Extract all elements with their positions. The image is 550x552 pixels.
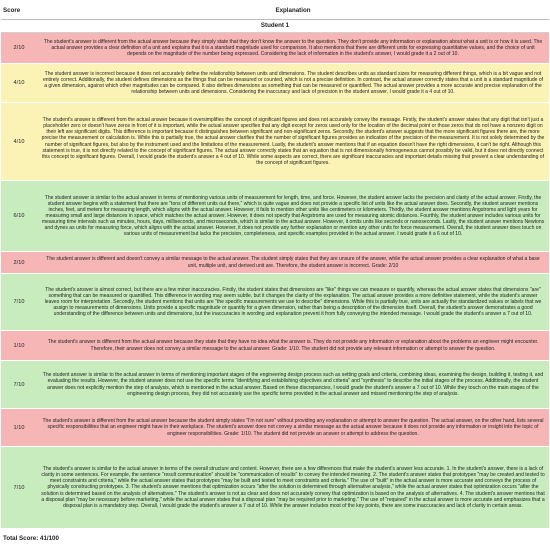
row-score: 4/10: [13, 80, 25, 86]
total-score: Total Score: 41/100: [3, 535, 59, 542]
table-row: [1, 64, 549, 103]
table-row: [1, 33, 549, 64]
row-explanation: The student's answer is different from the actual answer because the student simply states "I'm not sure" without providing any explanation or attempt to answer the question. The actual answer, on the other hand, lists several specific responsibilities that an engineer might have in their workplace. The student's answer does not convey a similar message as the actual answer because it does not provide any information or insight into the topic of engineer responsibilities. Grade: 1/10. The student did not provide an answer or attempt to address the question.: [42, 418, 544, 437]
table-row: [1, 252, 549, 274]
table-row: [1, 447, 549, 529]
row-score: 7/10: [13, 299, 25, 305]
student-section-label: Student 1: [1, 20, 549, 33]
row-explanation: The student answer is similar to the actual answer in terms of mentioning important stages of the engineering design process such as setting goals and criteria, combining ideas, examining the design, building it, testing it, and evaluating the results. However, the student answer does not use the specific terms "identifying and establishing objectives and criteria" and "synthesis" to describe the initial stages of the process. Additionally, the student answer does not explicitly mention the step of analysis, which is mentioned in the actual answer. Based on these discrepancies, I would grade the student's answer a 7 out of 10. While they touch on the main stages of the engineering design process, they did not accurately use the specific terms provided in the actual answer and missed mentioning the step of analysis.: [42, 372, 544, 397]
row-score: 1/10: [13, 424, 25, 431]
row-explanation: The student's answer is different from the actual answer because they state that they have no idea what the answer is. They do not provide any information or explanation about the problems an engineer might encounter. Therefore, their answer does not convey a similar message to the actual answer. Grade: 1/10. The student did not provide any relevant information or attempt to answer the question.: [47, 339, 539, 352]
explanation-column-header: Explanation: [275, 6, 311, 14]
row-score: 7/10: [13, 484, 25, 491]
table-row: [1, 103, 549, 181]
row-explanation: The student's answer is different from the actual answer because they simply state that they don't know the answer to the question. They don't provide any information or explanation about what a unit is or how it is used. The actual answer provides a clear definition of a unit and explains that it is a standard magnitude used for comparison. It also mentions that there are different units for expressing quantitative values, and the choice of unit depends on the magnitude of the number being expressed. Considering the lack of information in the student's answer, I would grade it a 2 out of 10.: [43, 38, 543, 58]
row-explanation: The student's answer is different from the actual answer because it oversimplifies the concept of significant figures and does not accurately convey the message. Firstly, the student's answer states that any digit that isn't just a placeholder zero or doesn't have zeros in front of it is important, while the actual answer specifies that any digit except for zeros used only for the location of the decimal point or those zeros that do not have a nonzero digit on their left are significant digits. This difference is important because it distinguishes between significant and non-significant zeros. Secondly, the student's answer suggests that the more significant figures there are, the more precise the measurement or calculation is. While this is partially true, the actual answer clarifies that the number of significant figures provides an indication of the precision of the measurement. It is not solely determined by the number of significant figures, but also by the instrument used and the limitations of the measurement. Lastly, the student's answer mentions that if an equation doesn't have the right dimensions, it can't be right. Although this statement is true, it is not directly related to the concept of significant figures. The actual answer correctly states that an equation that is not dimensionally homogeneous cannot possibly be valid, but it does not directly connect this concept to significant figures. Overall, I would grade the student's answer a 4 out of 10. While some aspects are correct, there are significant inaccuracies and important details missing that prevent a clear understanding of the concept of significant figures.: [41, 117, 545, 166]
row-explanation: The student answer is similar to the actual answer in terms of mentioning various units of measurement for length, time, and force. However, the student answer lacks the precision and clarity of the actual answer. Firstly, the student answer begins with a statement that there are "tons of different units out there," which is quite vague and does not provide a specific list of units like the actual answer does. Secondly, the student answer mentions inches, feet, and meters for measuring length, which aligns with the actual answer. However, it fails to mention other units like centimeters or kilometers. Thirdly, the student answer mentions Angstroms and light years for measuring small and large distances in space, which matches the actual answer. However, it does not specify that Angstroms are used for measuring atomic distances. Fourthly, the student answer includes various units for measuring time intervals such as minutes, hours, days, milliseconds, and microseconds, which is similar to the actual answer. However, it omits units like seconds or nanoseconds. Lastly, the student answer mentions Newtons and dynes as units for measuring force, which aligns with the actual answer. However, it does not provide any further explanation or mention any other units for force measurement. Overall, the student answer does touch on various units of measurement but lacks the precision, completeness, and specific examples provided in the actual answer. I would grade it a 6 out of 10.: [41, 194, 545, 238]
row-score: 6/10: [13, 213, 25, 219]
row-explanation: The student's answer is similar to the actual answer in terms of the overall structure and content. However, there are a few differences that make the student's answer less accurate. 1. In the student's answer, there is a lack of clarity in some sentences. For example, the sentence "result communication" should be "communication of results" to convey the intended meaning. 2. The student's answer states that prototypes "may be created and tested to meet constraints and criteria," while the actual answer states that prototypes "may be built and tested to meet constraints and criteria." The use of "built" in the actual answer is more accurate and conveys the process of physically constructing prototypes. 3. The student's answer mentions that optimization occurs "after the solution is determined through alternative analysis," while the actual answer states that optimization occurs "after the solution is determined based on the analysis of alternatives." The student's answer is not as clear and does not accurately convey that optimization is based on the analysis of alternatives. 4. The student's answer mentions that a disposal plan "may be necessary before marketing," while the actual answer states that a disposal plan "may be required prior to marketing." The use of "required" in the actual answer is more accurate and emphasizes that a disposal plan is a mandatory step. Overall, I would grade the student's answer a 7 out of 10. While the answer includes most of the key points, there are some inaccuracies and lack of clarity in certain areas.: [41, 466, 545, 509]
table-row: [1, 409, 549, 447]
table-header: [1, 1, 549, 20]
score-column-header: Score: [3, 6, 21, 14]
grading-table: [1, 1, 549, 529]
row-explanation: The student answer is incorrect because it does not accurately define the relationship between units and dimensions. The student describes units as standard sizes for measuring different things, which is a bit vague and not entirely correct. Additionally, the student defines dimensions as the things that can be measured or counted, which is not a precise definition. In contrast, the actual answer correctly states that a unit is a standard magnitude of a given dimension, against which other magnitudes can be compared. It also defines dimensions as something that can be measured or quantified. The actual answer provides a more accurate and precise explanation of the relationship between units and dimensions. Considering the inaccuracy and lack of precision in the student answer, I would grade it a 4 out of 10.: [42, 70, 544, 96]
row-score: 2/10: [13, 259, 25, 266]
row-score: 4/10: [13, 138, 25, 145]
table-row: [1, 361, 549, 409]
table-row: [1, 181, 549, 252]
row-explanation: The student's answer is almost correct, but there are a few minor inaccuracies. Firstly, the student states that dimensions are "like" things we can measure or quantify, whereas the actual answer states that dimensions "are" something that can be measured or quantified. This difference in wording may seem subtle, but it changes the clarity of the explanation. The actual answer provides a more definitive statement, while the student's answer leaves room for interpretation. Secondly, the student mentions that units are "the specific measurements we use to describe" dimensions. While this is partially true, units are actually the standardized values or labels that we assign to measurements of dimensions. Units provide a specific magnitude or quantity for a given dimension, rather than being a description of the dimension itself. Overall, the student's answer demonstrates a good understanding of the difference between units and dimensions, but the inaccuracies in wording and explanation prevent it from fully conveying the intended message. I would grade the student's answer a 7 out of 10.: [44, 286, 542, 318]
row-score: 1/10: [13, 342, 25, 349]
row-score: 2/10: [13, 45, 25, 51]
table-row: [1, 274, 549, 331]
row-score: 7/10: [13, 381, 25, 388]
row-explanation: The student answer is different and doesn't convey a similar message to the actual answer. The student simply states that they are unsure of the answer, while the actual answer provides a clear explanation of what a base unit, multiple unit, and derived unit are. Therefore, the student answer is incorrect. Grade: 2/10: [46, 256, 540, 269]
table-row: [1, 331, 549, 361]
